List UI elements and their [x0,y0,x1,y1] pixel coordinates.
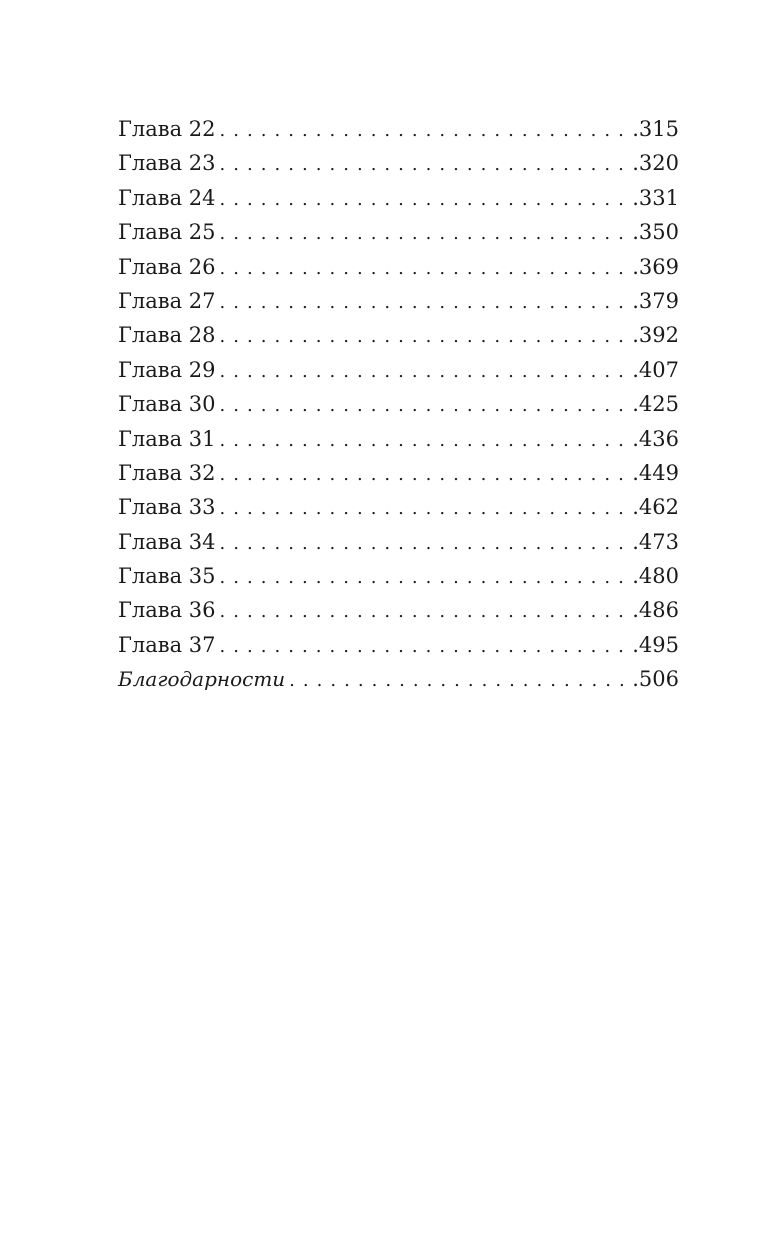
toc-entry-chapter-35[interactable] [118,559,679,593]
toc-entry-title: Глава 22 [118,117,216,141]
dot-leader [220,527,631,561]
toc-entry-page: .449 [632,460,679,485]
dot-leader [220,217,631,251]
dot-leader [220,458,631,492]
toc-entry-title: Глава 33 [118,495,216,520]
table-of-contents [118,112,679,697]
toc-entry-chapter-27[interactable] [118,284,679,318]
toc-entry-chapter-32[interactable] [118,456,679,490]
toc-entry-acknowledgements[interactable] [118,662,679,696]
toc-entry-title: Глава 30 [118,392,216,417]
toc-entry-title: Глава 31 [118,426,216,451]
toc-entry-title: Глава 35 [118,564,216,589]
toc-entry-page: .392 [632,323,679,348]
toc-entry-chapter-33[interactable] [118,490,679,524]
dot-leader [220,114,631,148]
toc-entry-page: .486 [632,598,679,623]
toc-entry-title: Глава 29 [118,357,216,382]
dot-leader [220,630,631,664]
toc-entry-chapter-37[interactable] [118,628,679,662]
toc-entry-chapter-28[interactable] [118,318,679,352]
toc-entry-page: .480 [632,564,679,589]
toc-entry-page: .331 [632,185,679,210]
toc-entry-page: .379 [632,288,679,313]
toc-entry-page: .425 [632,392,679,417]
dot-leader [220,252,631,286]
toc-entry-title: Глава 24 [118,185,216,210]
toc-entry-chapter-22[interactable] [118,112,679,146]
toc-entry-page: .369 [632,254,679,279]
dot-leader [220,492,631,526]
dot-leader [220,286,631,320]
toc-entry-title: Глава 28 [118,323,216,348]
toc-entry-chapter-26[interactable] [118,250,679,284]
toc-entry-title: Глава 23 [118,151,216,176]
toc-entry-title: Глава 25 [118,220,216,245]
dot-leader [220,561,631,595]
toc-entry-title: Глава 27 [118,288,216,313]
toc-entry-page: .315 [632,117,679,141]
dot-leader [220,389,631,423]
dot-leader [220,148,631,182]
dot-leader [289,664,630,698]
toc-entry-page: .473 [632,529,679,554]
toc-entry-chapter-34[interactable] [118,525,679,559]
toc-entry-page: .407 [632,357,679,382]
toc-entry-title: Глава 37 [118,632,216,657]
toc-entry-page: .495 [632,632,679,657]
toc-entry-title: Благодарности [118,667,286,692]
toc-entry-chapter-36[interactable] [118,593,679,627]
toc-entry-page: .506 [632,667,679,692]
toc-entry-page: .320 [632,151,679,176]
toc-entry-title: Глава 26 [118,254,216,279]
toc-entry-title: Глава 34 [118,529,216,554]
toc-entry-title: Глава 32 [118,460,216,485]
toc-entry-page: .350 [632,220,679,245]
toc-entry-chapter-25[interactable] [118,215,679,249]
toc-entry-page: .436 [632,426,679,451]
toc-entry-chapter-30[interactable] [118,387,679,421]
toc-entry-chapter-29[interactable] [118,353,679,387]
toc-entry-title: Глава 36 [118,598,216,623]
toc-entry-page: .462 [632,495,679,520]
dot-leader [220,595,631,629]
toc-entry-chapter-23[interactable] [118,146,679,180]
toc-entry-chapter-31[interactable] [118,422,679,456]
dot-leader [220,424,631,458]
dot-leader [220,355,631,389]
dot-leader [220,320,631,354]
toc-entry-chapter-24[interactable] [118,181,679,215]
dot-leader [220,183,631,217]
